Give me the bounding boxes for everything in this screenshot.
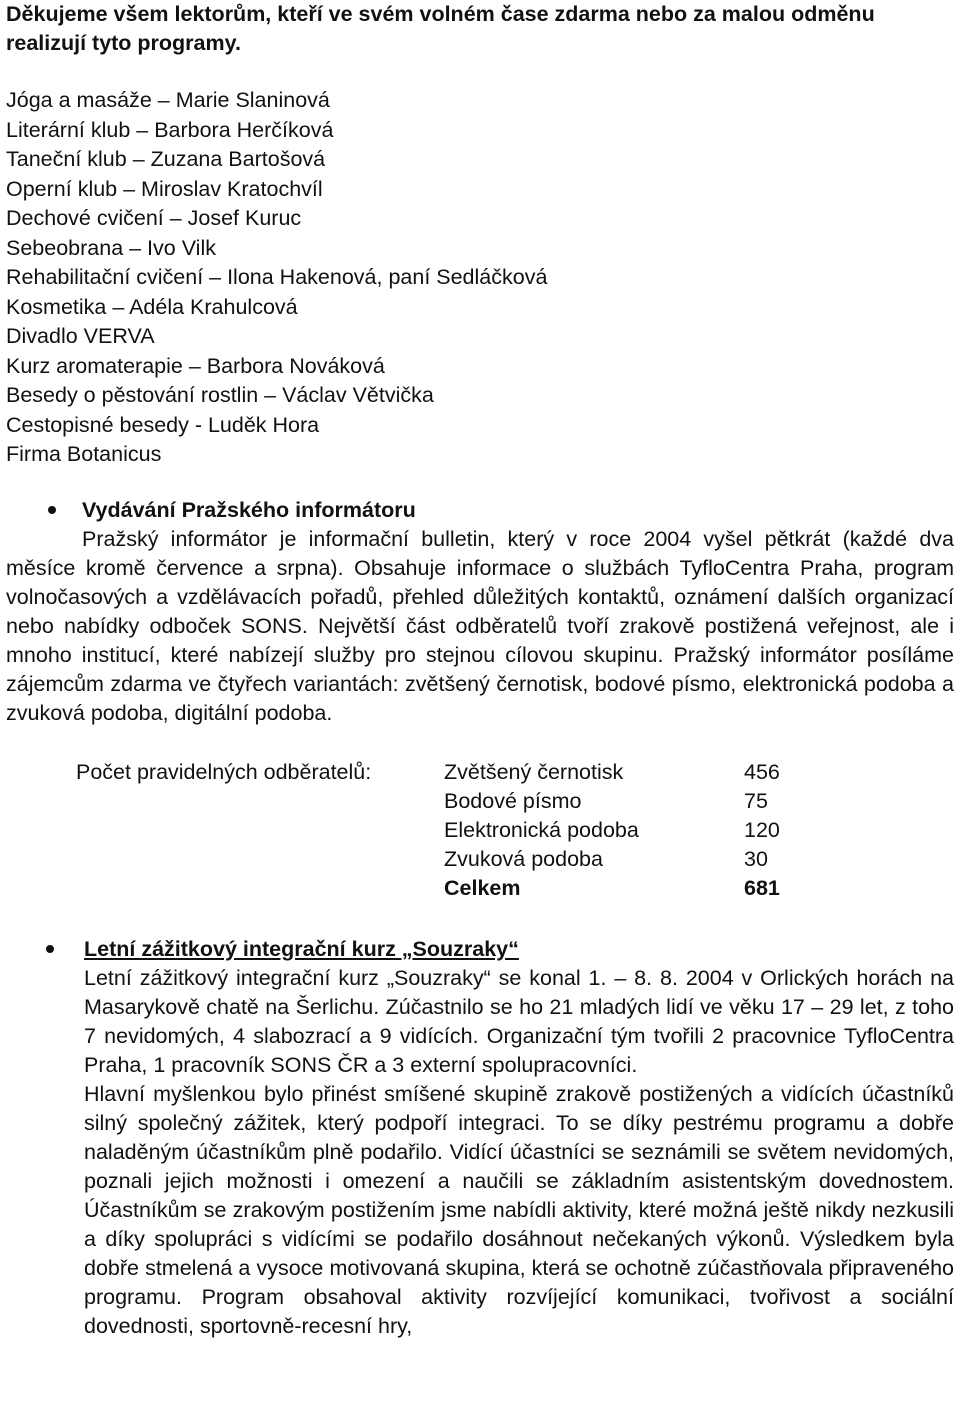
stats-row-value: 456 (744, 759, 780, 784)
stats-row-name: Zvětšený černotisk (444, 759, 624, 784)
list-item: Divadlo VERVA (6, 324, 155, 348)
stats-spacer (6, 874, 444, 903)
list-item: Besedy o pěstování rostlin – Václav Větvička (6, 383, 434, 407)
stats-spacer (6, 787, 444, 816)
list-item: Kosmetika – Adéla Krahulcová (6, 294, 298, 319)
stats-row-name: Bodové písmo (444, 788, 582, 813)
stats-total-name: Celkem (444, 875, 521, 900)
list-item: Sebeobrana – Ivo Vilk (6, 235, 216, 260)
list-item: Operní klub – Miroslav Kratochvíl (6, 176, 323, 201)
informator-paragraph: Pražský informátor je informační bulletin, který v roce 2004 vyšel pětkrát (každé dva měsíce kromě července a srpna). Obsahuje informace o službách TyfloCentra Praha, program volnočasových a vzdělávacích pořadů, přehled důležitých kontaktů, oznámení dalších organizací nebo nabídky odboček SONS. Největší část odběratelů tvoří zrakově postižená veřejnost, ale i mnoho institucí, které nabízejí služby pro stejnou cílovou skupinu. Pražský informátor posíláme zájemcům zdarma ve čtyřech variantách: zvětšený černotisk, bodové písmo, elektronická podoba a zvuková podoba, digitální podoba. (6, 526, 954, 725)
summer-course-title: Letní zážitkový integrační kurz „Souzraky“ (84, 936, 519, 961)
list-item: Literární klub – Barbora Herčíková (6, 117, 334, 142)
list-item: Dechové cvičení – Josef Kuruc (6, 206, 302, 230)
stats-total-value: 681 (744, 875, 780, 900)
list-item: Kurz aromaterapie – Barbora Nováková (6, 353, 385, 378)
intro-text: Děkujeme všem lektorům, kteří ve svém volném čase zdarma nebo za malou odměnu realizují tyto programy. (6, 2, 875, 55)
stats-row-name: Elektronická podoba (444, 817, 639, 842)
subscriber-stats (6, 758, 954, 903)
stats-label: Počet pravidelných odběratelů: (76, 759, 372, 784)
stats-row-value: 75 (744, 788, 768, 813)
informator-title: Vydávání Pražského informátoru (82, 497, 416, 522)
summer-course-section (6, 935, 954, 1341)
list-item: Rehabilitační cvičení – Ilona Hakenová, paní Sedláčková (6, 265, 548, 289)
summer-course-paragraph-2: Hlavní myšlenkou bylo přinést smíšené skupině zrakově postižených a vidících účastníků silný společný zážitek, který podpoří integraci. To se díky pestrému programu a dobře naladěným účastníkům plně podařilo. Vidící účastníci se seznámili se světem nevidomých, poznali jejich možnosti i omezení a naučili se základním asistentským dovednostem. Účastníkům se zrakovým postižením jsme nabídli aktivity, které možná ještě nikdy nezkusili a díky spolupráci s vidícími se podařilo dosáhnout nečekaných výkonů. Výsledkem byla dobře stmelená a vysoce motivovaná skupina, která se ochotně zúčastňovala připraveného programu. Program obsahoval aktivity rozvíjející komunikaci, tvořivost a sociální dovednosti, sportovně-recesní hry, (84, 1081, 954, 1338)
stats-spacer (6, 816, 444, 845)
bullet-icon (46, 945, 54, 953)
informator-section (6, 496, 954, 728)
bullet-icon (48, 506, 56, 514)
list-item: Firma Botanicus (6, 442, 162, 466)
stats-row-name: Zvuková podoba (444, 846, 603, 871)
stats-row-value: 30 (744, 846, 768, 871)
list-item: Cestopisné besedy - Luděk Hora (6, 412, 320, 437)
list-item: Taneční klub – Zuzana Bartošová (6, 147, 326, 171)
stats-spacer (6, 845, 444, 874)
list-item: Jóga a masáže – Marie Slaninová (6, 88, 330, 112)
summer-course-paragraph-1: Letní zážitkový integrační kurz „Souzraky“ se konal 1. – 8. 8. 2004 v Orlických horách na Masarykově chatě na Šerlichu. Zúčastnilo se ho 21 mladých lidí ve věku 17 – 29 let, z toho 7 nevidomých, 4 slabozrací a 9 vidících. Organizační tým tvořili 2 pracovnice TyfloCentra Praha, 1 pracovník SONS ČR a 3 externí spolupracovníci. (84, 965, 954, 1077)
stats-row-value: 120 (744, 817, 780, 842)
lector-list (6, 86, 954, 470)
